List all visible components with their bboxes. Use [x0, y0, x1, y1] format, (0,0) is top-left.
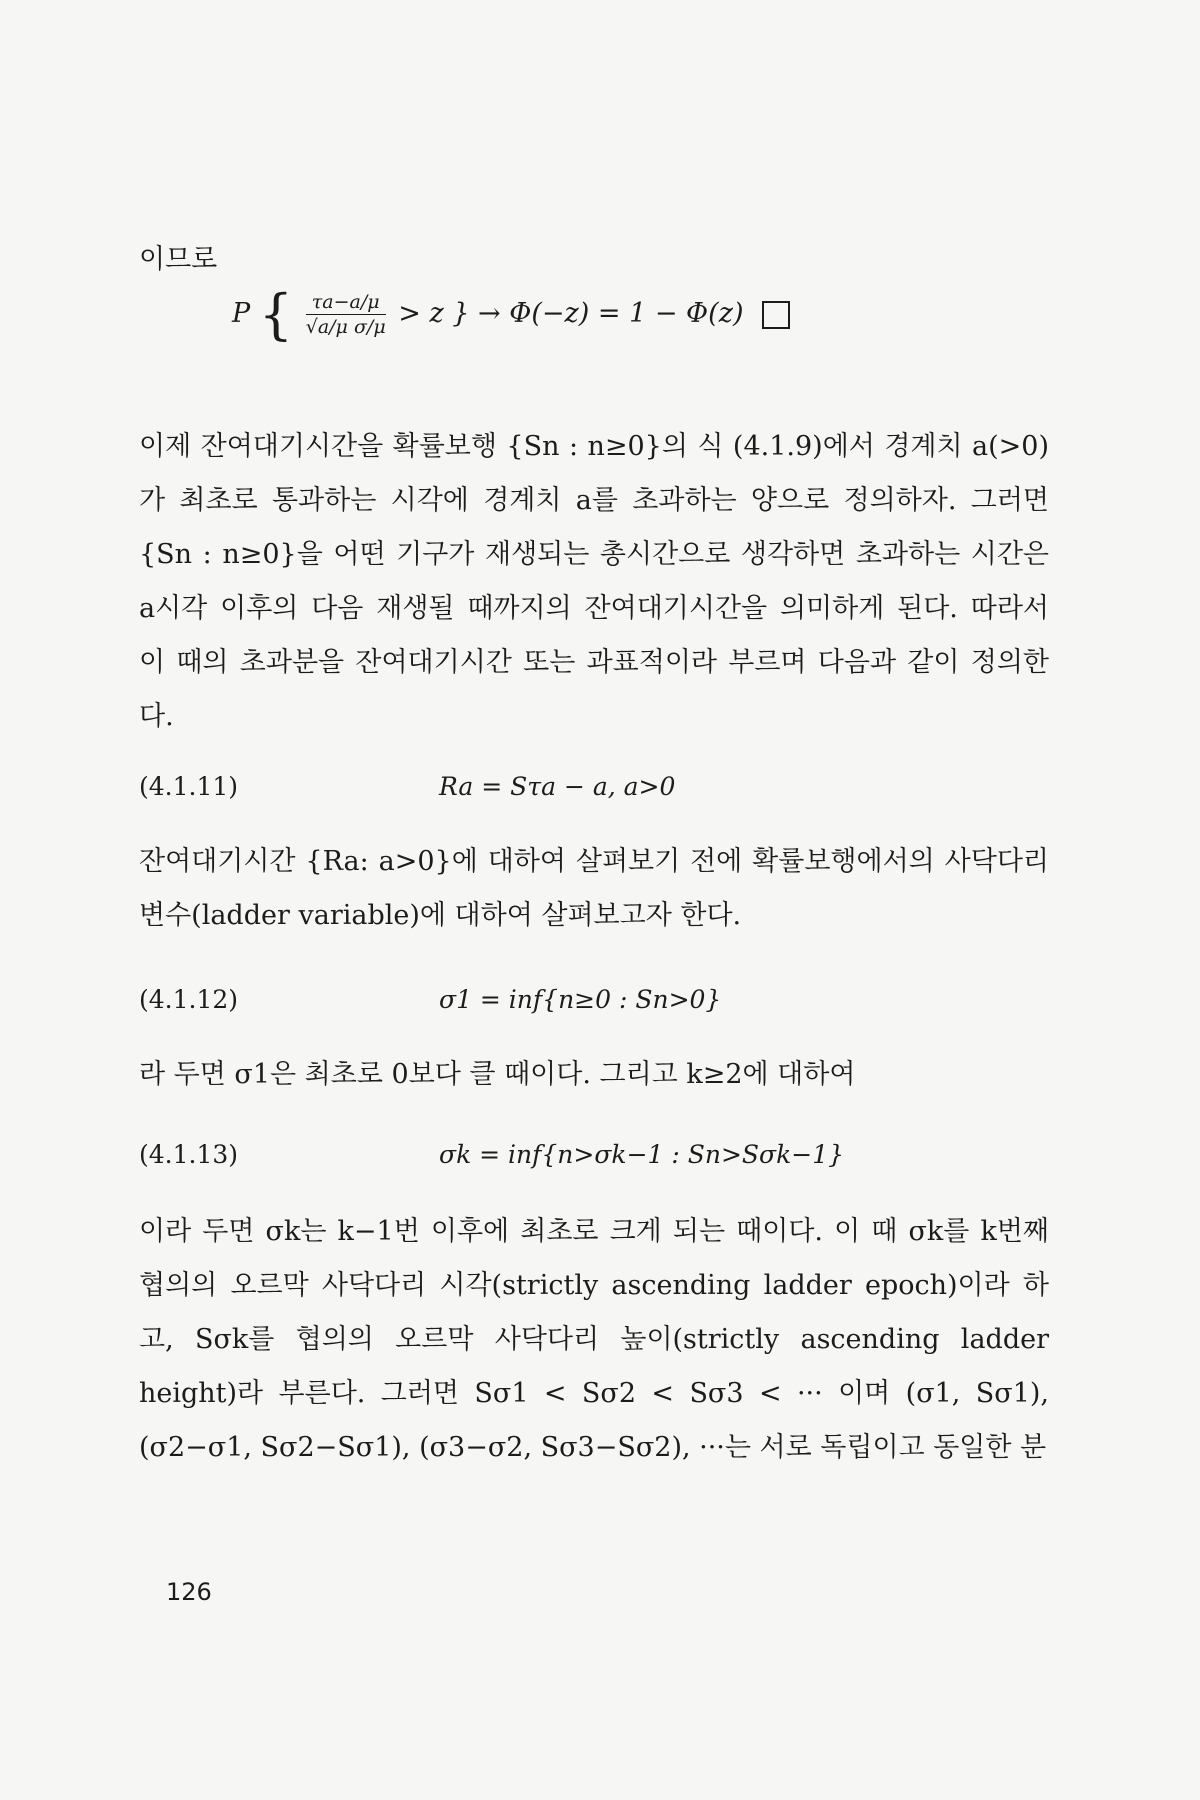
equation-body: Ra = Sτa − a, a>0 — [439, 772, 676, 801]
open-brace: { — [258, 283, 294, 346]
equation-rest: > z } → Φ(−z) = 1 − Φ(z) — [398, 298, 744, 329]
paragraph-sigma1: 라 두면 σ1은 최초로 0보다 클 때이다. 그리고 k≥2에 대하여 — [139, 1059, 856, 1090]
equation-number: (4.1.11) — [139, 772, 239, 801]
paragraph-ladder-epoch: 이라 두면 σk는 k−1번 이후에 최초로 크게 되는 때이다. 이 때 σk를 k번째 협의의 오르막 사닥다리 시각(strictly ascending ladder epoch)이라 하고, Sσk를 협의의 오르막 사닥다리 높이(strictly ascending ladder height)라 부른다. 그러면 Sσ1 < Sσ2 < Sσ3 < ··· 이며 (σ1, Sσ1), (σ2−σ1, Sσ2−Sσ1), (σ3−σ2, Sσ3−Sσ2), ···는 서로 독립이고 동일한 분 — [139, 1216, 1049, 1463]
equation-4-1-12 — [139, 985, 1049, 1025]
equation-number: (4.1.12) — [139, 985, 239, 1014]
equation-body: σk = inf{n>σk−1 : Sn>Sσk−1} — [439, 1140, 845, 1169]
paragraph-ladder-intro: 잔여대기시간 {Ra: a>0}에 대하여 살펴보기 전에 확률보행에서의 사닥다리 변수(ladder variable)에 대하여 살펴보고자 한다. — [139, 846, 1049, 931]
equation-4-1-13 — [139, 1140, 1049, 1180]
main-equation — [232, 283, 790, 346]
fraction-numerator: τa−a/μ — [306, 291, 386, 315]
prob-symbol: P — [232, 298, 251, 329]
qed-box-icon — [762, 301, 790, 329]
equation-body: σ1 = inf{n≥0 : Sn>0} — [439, 985, 722, 1014]
page-number: 126 — [166, 1578, 212, 1606]
paragraph-residual-waiting: 이제 잔여대기시간을 확률보행 {Sn : n≥0}의 식 (4.1.9)에서 경계치 a(>0)가 최초로 통과하는 시각에 경계치 a를 초과하는 양으로 정의하자. 그러면 {Sn : n≥0}을 어떤 기구가 재생되는 총시간으로 생각하면 초과하는 시간은 a시각 이후의 다음 재생될 때까지의 잔여대기시간을 의미하게 된다. 따라서 이 때의 초과분을 잔여대기시간 또는 과표적이라 부르며 다음과 같이 정의한다. — [139, 431, 1049, 732]
fraction — [306, 291, 386, 338]
equation-4-1-11 — [139, 772, 1049, 812]
equation-number: (4.1.13) — [139, 1140, 239, 1169]
lead-text: 이므로 — [139, 244, 218, 275]
fraction-denominator: √a/μ σ/μ — [305, 316, 386, 338]
